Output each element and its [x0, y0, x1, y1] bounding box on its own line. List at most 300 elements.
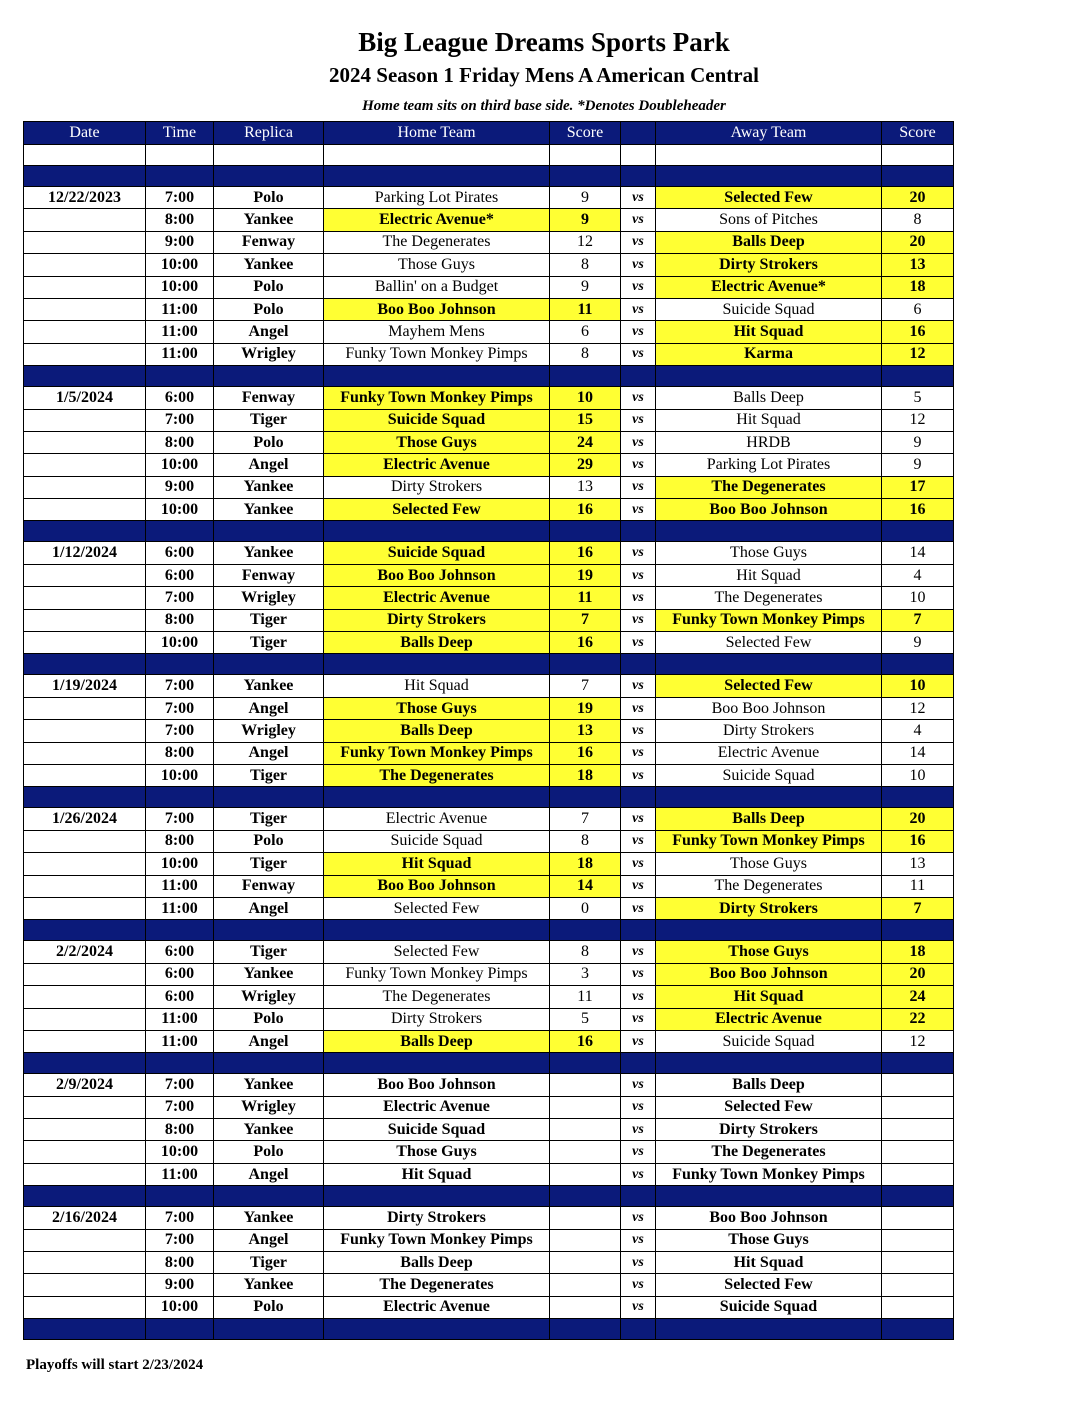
header-away-score: Score — [882, 122, 954, 145]
home-score-cell: 8 — [550, 830, 621, 852]
table-row — [24, 1096, 954, 1118]
week-separator-cell — [882, 920, 954, 941]
time-cell: 11:00 — [146, 875, 214, 897]
replica-cell: Tiger — [214, 808, 324, 830]
away-team-cell: HRDB — [656, 431, 882, 453]
home-team-cell: Electric Avenue — [324, 454, 550, 476]
time-cell: 11:00 — [146, 321, 214, 343]
time-cell: 10:00 — [146, 454, 214, 476]
time-cell: 6:00 — [146, 542, 214, 564]
week-separator-cell — [656, 1186, 882, 1207]
blank-row-cell — [324, 145, 550, 166]
date-cell: 1/5/2024 — [24, 387, 146, 409]
replica-cell: Yankee — [214, 254, 324, 276]
home-score-cell: 14 — [550, 875, 621, 897]
date-cell — [24, 1252, 146, 1274]
week-separator-cell — [146, 787, 214, 808]
away-score-cell: 14 — [882, 542, 954, 564]
away-score-cell: 4 — [882, 720, 954, 742]
week-separator-cell — [324, 166, 550, 187]
table-row — [24, 254, 954, 276]
away-team-cell: Funky Town Monkey Pimps — [656, 1163, 882, 1185]
date-cell: 1/12/2024 — [24, 542, 146, 564]
date-cell — [24, 632, 146, 654]
table-row — [24, 853, 954, 875]
away-score-cell: 13 — [882, 254, 954, 276]
table-row — [24, 454, 954, 476]
away-score-cell: 16 — [882, 499, 954, 521]
home-team-cell: The Degenerates — [324, 986, 550, 1008]
home-team-cell: Dirty Strokers — [324, 1008, 550, 1030]
date-cell: 1/26/2024 — [24, 808, 146, 830]
table-row — [24, 897, 954, 919]
week-separator — [24, 1186, 954, 1207]
table-row — [24, 963, 954, 985]
away-score-cell: 4 — [882, 564, 954, 586]
week-separator-cell — [324, 787, 550, 808]
vs-cell: vs — [621, 276, 656, 298]
table-row — [24, 1074, 954, 1096]
home-team-cell: Suicide Squad — [324, 1119, 550, 1141]
page-title: Big League Dreams Sports Park — [358, 27, 730, 57]
home-team-cell: Boo Boo Johnson — [324, 1074, 550, 1096]
time-cell: 11:00 — [146, 1008, 214, 1030]
home-team-cell: Boo Boo Johnson — [324, 564, 550, 586]
week-separator-cell — [882, 1053, 954, 1074]
week-separator-cell — [550, 1186, 621, 1207]
vs-cell: vs — [621, 1207, 656, 1229]
table-row — [24, 409, 954, 431]
away-team-cell: Electric Avenue* — [656, 276, 882, 298]
time-cell: 10:00 — [146, 1296, 214, 1318]
away-team-cell: Selected Few — [656, 187, 882, 209]
away-score-cell: 12 — [882, 343, 954, 365]
replica-cell: Yankee — [214, 476, 324, 498]
away-score-cell: 20 — [882, 963, 954, 985]
vs-cell: vs — [621, 1274, 656, 1296]
away-score-cell: 10 — [882, 764, 954, 786]
home-team-cell: Suicide Squad — [324, 542, 550, 564]
time-cell: 7:00 — [146, 1207, 214, 1229]
date-cell — [24, 209, 146, 231]
home-team-cell: The Degenerates — [324, 231, 550, 253]
away-team-cell: Boo Boo Johnson — [656, 499, 882, 521]
home-team-cell: Those Guys — [324, 254, 550, 276]
week-separator-cell — [621, 1053, 656, 1074]
away-score-cell — [882, 1096, 954, 1118]
week-separator-cell — [656, 521, 882, 542]
blank-row-cell — [656, 145, 882, 166]
away-score-cell: 16 — [882, 830, 954, 852]
away-score-cell: 12 — [882, 409, 954, 431]
week-separator-cell — [24, 1319, 146, 1340]
table-row — [24, 742, 954, 764]
vs-cell: vs — [621, 209, 656, 231]
week-separator-cell — [550, 1319, 621, 1340]
week-separator-cell — [324, 366, 550, 387]
home-score-cell: 18 — [550, 853, 621, 875]
away-score-cell: 12 — [882, 697, 954, 719]
date-cell — [24, 1141, 146, 1163]
replica-cell: Fenway — [214, 564, 324, 586]
date-cell — [24, 431, 146, 453]
vs-cell: vs — [621, 830, 656, 852]
date-cell — [24, 986, 146, 1008]
header-time: Time — [146, 122, 214, 145]
home-team-cell: Mayhem Mens — [324, 321, 550, 343]
replica-cell: Fenway — [214, 875, 324, 897]
away-score-cell: 6 — [882, 298, 954, 320]
week-separator-cell — [656, 1053, 882, 1074]
week-separator-cell — [882, 787, 954, 808]
vs-cell: vs — [621, 1074, 656, 1096]
table-row — [24, 1163, 954, 1185]
away-team-cell: Funky Town Monkey Pimps — [656, 609, 882, 631]
away-team-cell: Hit Squad — [656, 986, 882, 1008]
week-separator-cell — [146, 1053, 214, 1074]
replica-cell: Angel — [214, 454, 324, 476]
vs-cell: vs — [621, 587, 656, 609]
home-team-cell: Hit Squad — [324, 675, 550, 697]
home-score-cell — [550, 1119, 621, 1141]
away-team-cell: Electric Avenue — [656, 1008, 882, 1030]
home-score-cell: 8 — [550, 343, 621, 365]
date-cell — [24, 1229, 146, 1251]
away-team-cell: Selected Few — [656, 675, 882, 697]
table-row — [24, 431, 954, 453]
replica-cell: Tiger — [214, 609, 324, 631]
away-team-cell: The Degenerates — [656, 875, 882, 897]
week-separator-cell — [146, 654, 214, 675]
home-score-cell: 11 — [550, 587, 621, 609]
replica-cell: Yankee — [214, 1207, 324, 1229]
away-score-cell: 12 — [882, 1030, 954, 1052]
vs-cell: vs — [621, 343, 656, 365]
time-cell: 10:00 — [146, 499, 214, 521]
home-score-cell — [550, 1163, 621, 1185]
away-score-cell: 7 — [882, 897, 954, 919]
week-separator-cell — [146, 366, 214, 387]
week-separator — [24, 521, 954, 542]
week-separator-cell — [324, 1186, 550, 1207]
home-score-cell: 9 — [550, 276, 621, 298]
week-separator-cell — [214, 521, 324, 542]
home-score-cell — [550, 1141, 621, 1163]
week-separator-cell — [550, 920, 621, 941]
week-separator-cell — [621, 654, 656, 675]
home-score-cell: 19 — [550, 564, 621, 586]
away-team-cell: Dirty Strokers — [656, 720, 882, 742]
table-row — [24, 875, 954, 897]
home-score-cell: 9 — [550, 187, 621, 209]
away-team-cell: Suicide Squad — [656, 1296, 882, 1318]
vs-cell: vs — [621, 764, 656, 786]
date-cell — [24, 697, 146, 719]
date-cell — [24, 609, 146, 631]
table-row — [24, 1119, 954, 1141]
date-cell: 12/22/2023 — [24, 187, 146, 209]
replica-cell: Yankee — [214, 1274, 324, 1296]
week-separator-cell — [214, 1186, 324, 1207]
home-score-cell: 15 — [550, 409, 621, 431]
away-score-cell — [882, 1141, 954, 1163]
week-separator-cell — [621, 166, 656, 187]
home-score-cell — [550, 1229, 621, 1251]
table-row — [24, 1229, 954, 1251]
week-separator-cell — [550, 166, 621, 187]
date-cell — [24, 587, 146, 609]
time-cell: 7:00 — [146, 1096, 214, 1118]
vs-cell: vs — [621, 409, 656, 431]
blank-row-cell — [146, 145, 214, 166]
week-separator-cell — [324, 920, 550, 941]
date-cell — [24, 875, 146, 897]
week-separator-cell — [882, 166, 954, 187]
page-note: Home team sits on third base side. *Denotes Doubleheader — [362, 98, 726, 114]
time-cell: 10:00 — [146, 1141, 214, 1163]
replica-cell: Yankee — [214, 1119, 324, 1141]
vs-cell: vs — [621, 1141, 656, 1163]
week-separator-cell — [24, 654, 146, 675]
week-separator-cell — [550, 787, 621, 808]
date-cell — [24, 298, 146, 320]
week-separator-cell — [214, 920, 324, 941]
home-score-cell: 13 — [550, 720, 621, 742]
away-score-cell: 9 — [882, 454, 954, 476]
vs-cell: vs — [621, 632, 656, 654]
table-row — [24, 675, 954, 697]
home-score-cell: 16 — [550, 499, 621, 521]
away-team-cell: Electric Avenue — [656, 742, 882, 764]
week-separator-cell — [324, 1053, 550, 1074]
vs-cell: vs — [621, 1229, 656, 1251]
week-separator — [24, 787, 954, 808]
week-separator-cell — [656, 654, 882, 675]
away-team-cell: Dirty Strokers — [656, 254, 882, 276]
replica-cell: Angel — [214, 1030, 324, 1052]
table-row — [24, 187, 954, 209]
home-team-cell: Selected Few — [324, 941, 550, 963]
week-separator-cell — [214, 787, 324, 808]
home-score-cell: 11 — [550, 986, 621, 1008]
home-score-cell: 19 — [550, 697, 621, 719]
home-score-cell: 9 — [550, 209, 621, 231]
vs-cell: vs — [621, 254, 656, 276]
table-row — [24, 609, 954, 631]
week-separator-cell — [146, 1186, 214, 1207]
week-separator-cell — [550, 366, 621, 387]
vs-cell: vs — [621, 675, 656, 697]
time-cell: 10:00 — [146, 632, 214, 654]
replica-cell: Tiger — [214, 1252, 324, 1274]
home-team-cell: The Degenerates — [324, 764, 550, 786]
replica-cell: Angel — [214, 697, 324, 719]
week-separator — [24, 920, 954, 941]
time-cell: 7:00 — [146, 720, 214, 742]
date-cell: 2/9/2024 — [24, 1074, 146, 1096]
table-row — [24, 209, 954, 231]
away-score-cell — [882, 1074, 954, 1096]
replica-cell: Yankee — [214, 499, 324, 521]
vs-cell: vs — [621, 321, 656, 343]
away-team-cell: Boo Boo Johnson — [656, 1207, 882, 1229]
header-home-score: Score — [550, 122, 621, 145]
home-team-cell: Balls Deep — [324, 632, 550, 654]
week-separator-cell — [24, 166, 146, 187]
away-team-cell: Those Guys — [656, 1229, 882, 1251]
away-score-cell — [882, 1163, 954, 1185]
away-team-cell: Karma — [656, 343, 882, 365]
vs-cell: vs — [621, 499, 656, 521]
time-cell: 11:00 — [146, 343, 214, 365]
home-team-cell: Selected Few — [324, 897, 550, 919]
date-cell — [24, 254, 146, 276]
home-team-cell: Funky Town Monkey Pimps — [324, 343, 550, 365]
table-header-row — [24, 122, 954, 145]
home-score-cell — [550, 1296, 621, 1318]
away-team-cell: Balls Deep — [656, 231, 882, 253]
time-cell: 7:00 — [146, 1074, 214, 1096]
vs-cell: vs — [621, 1096, 656, 1118]
home-team-cell: Hit Squad — [324, 1163, 550, 1185]
away-score-cell: 10 — [882, 587, 954, 609]
table-row — [24, 941, 954, 963]
away-team-cell: Sons of Pitches — [656, 209, 882, 231]
week-separator — [24, 654, 954, 675]
vs-cell: vs — [621, 476, 656, 498]
replica-cell: Angel — [214, 897, 324, 919]
week-separator-cell — [656, 920, 882, 941]
blank-row-cell — [550, 145, 621, 166]
away-score-cell: 20 — [882, 808, 954, 830]
home-team-cell: Selected Few — [324, 499, 550, 521]
away-team-cell: Balls Deep — [656, 1074, 882, 1096]
date-cell — [24, 409, 146, 431]
time-cell: 8:00 — [146, 742, 214, 764]
time-cell: 8:00 — [146, 609, 214, 631]
away-team-cell: Dirty Strokers — [656, 897, 882, 919]
away-team-cell: Boo Boo Johnson — [656, 963, 882, 985]
vs-cell: vs — [621, 542, 656, 564]
home-score-cell: 10 — [550, 387, 621, 409]
table-row — [24, 720, 954, 742]
blank-row — [24, 145, 954, 166]
replica-cell: Polo — [214, 1296, 324, 1318]
home-score-cell: 5 — [550, 1008, 621, 1030]
date-cell — [24, 853, 146, 875]
home-team-cell: Balls Deep — [324, 720, 550, 742]
vs-cell: vs — [621, 808, 656, 830]
away-team-cell: Those Guys — [656, 542, 882, 564]
time-cell: 6:00 — [146, 986, 214, 1008]
replica-cell: Tiger — [214, 764, 324, 786]
away-score-cell: 24 — [882, 986, 954, 1008]
away-score-cell: 18 — [882, 276, 954, 298]
home-team-cell: The Degenerates — [324, 1274, 550, 1296]
replica-cell: Polo — [214, 276, 324, 298]
vs-cell: vs — [621, 231, 656, 253]
week-separator-cell — [146, 166, 214, 187]
week-separator-cell — [882, 1186, 954, 1207]
home-score-cell: 16 — [550, 742, 621, 764]
away-score-cell: 10 — [882, 675, 954, 697]
vs-cell: vs — [621, 963, 656, 985]
week-separator-cell — [550, 1053, 621, 1074]
home-team-cell: Parking Lot Pirates — [324, 187, 550, 209]
table-row — [24, 276, 954, 298]
home-score-cell: 7 — [550, 609, 621, 631]
away-score-cell: 17 — [882, 476, 954, 498]
home-score-cell: 16 — [550, 542, 621, 564]
replica-cell: Yankee — [214, 209, 324, 231]
time-cell: 11:00 — [146, 1163, 214, 1185]
vs-cell: vs — [621, 1030, 656, 1052]
time-cell: 11:00 — [146, 298, 214, 320]
away-team-cell: Hit Squad — [656, 564, 882, 586]
home-score-cell: 8 — [550, 254, 621, 276]
table-row — [24, 764, 954, 786]
away-score-cell: 13 — [882, 853, 954, 875]
time-cell: 8:00 — [146, 209, 214, 231]
away-team-cell: Selected Few — [656, 1096, 882, 1118]
week-separator-cell — [656, 1319, 882, 1340]
home-team-cell: Electric Avenue — [324, 587, 550, 609]
away-team-cell: The Degenerates — [656, 476, 882, 498]
table-row — [24, 986, 954, 1008]
replica-cell: Fenway — [214, 231, 324, 253]
home-score-cell — [550, 1274, 621, 1296]
week-separator-cell — [24, 1186, 146, 1207]
week-separator-cell — [146, 521, 214, 542]
replica-cell: Tiger — [214, 853, 324, 875]
playoffs-note: Playoffs will start 2/23/2024 — [26, 1357, 204, 1373]
table-row — [24, 1296, 954, 1318]
replica-cell: Wrigley — [214, 343, 324, 365]
home-team-cell: Funky Town Monkey Pimps — [324, 1229, 550, 1251]
away-score-cell: 22 — [882, 1008, 954, 1030]
time-cell: 6:00 — [146, 387, 214, 409]
home-team-cell: Dirty Strokers — [324, 1207, 550, 1229]
table-row — [24, 564, 954, 586]
table-row — [24, 298, 954, 320]
away-score-cell: 7 — [882, 609, 954, 631]
away-team-cell: The Degenerates — [656, 587, 882, 609]
replica-cell: Tiger — [214, 941, 324, 963]
time-cell: 7:00 — [146, 675, 214, 697]
table-row — [24, 830, 954, 852]
table-row — [24, 587, 954, 609]
replica-cell: Angel — [214, 1163, 324, 1185]
week-separator-cell — [656, 166, 882, 187]
replica-cell: Yankee — [214, 542, 324, 564]
date-cell — [24, 564, 146, 586]
time-cell: 7:00 — [146, 187, 214, 209]
date-cell — [24, 276, 146, 298]
vs-cell: vs — [621, 187, 656, 209]
date-cell — [24, 321, 146, 343]
away-score-cell — [882, 1207, 954, 1229]
date-cell — [24, 231, 146, 253]
week-separator-cell — [146, 920, 214, 941]
replica-cell: Yankee — [214, 963, 324, 985]
vs-cell: vs — [621, 1119, 656, 1141]
home-team-cell: Electric Avenue* — [324, 209, 550, 231]
time-cell: 8:00 — [146, 1252, 214, 1274]
home-score-cell: 12 — [550, 231, 621, 253]
away-score-cell: 5 — [882, 387, 954, 409]
blank-row-cell — [882, 145, 954, 166]
replica-cell: Polo — [214, 187, 324, 209]
